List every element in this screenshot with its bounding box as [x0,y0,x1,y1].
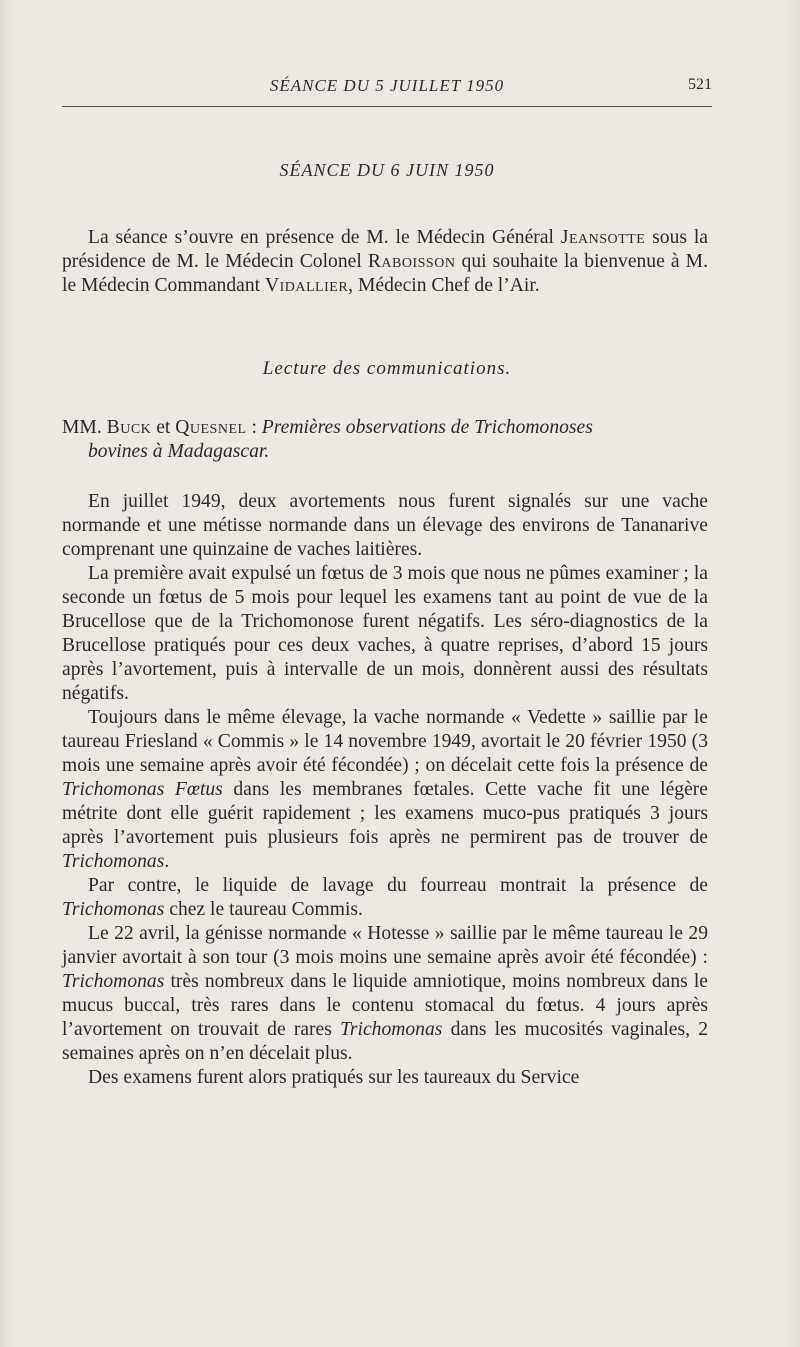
opening-text-4: , Médecin Chef de l’Air. [348,275,540,296]
communication-title-line-1: Premières observations de Trichomonoses [261,417,593,438]
session-title: SÉANCE DU 6 JUIN 1950 [279,160,495,180]
p3-text-a: Toujours dans le même élevage, la vache normande « Vedette » saillie par le taureau Friesland « Commis » le 14 novembre 1949, avortait le 20 février 1950 (3 mois une semaine après avoir été fécondée) ; on décelait cette fois la présence de [62,707,708,776]
paragraph-5 [62,922,708,1066]
opening-text-3: qui souhaite la bienvenue à M. le Médecin Commandant [62,251,708,296]
paragraph-2: La première avait expulsé un fœtus de 3 mois que nous ne pûmes examiner ; la seconde un fœtus de 5 mois pour lequel les examens tant au point de vue de la Brucellose que de la Trichomonose furent négatifs. Les séro-diagnostics de la Brucellose pratiqués pour ces deux vaches, à quatre reprises, d’abord 15 jours après l’avortement, puis à intervalle de un mois, donnèrent aussi des résultats négatifs. [62,563,708,704]
p4-italic-1: Trichomonas [62,899,165,920]
p3-text-b: dans les membranes fœtales. Cette vache fit une légère métrite dont elle guérit rapidement ; les examens muco-pus pratiqués 3 jours après l’avortement puis plusieurs fois après ne permirent pas de trouver de [62,779,708,848]
communication-title-line-2: bovines à Madagascar. [88,441,270,462]
p4-text-a: Par contre, le liquide de lavage du fourreau montrait la présence de [88,875,708,896]
p5-italic-1: Trichomonas [62,971,165,992]
authors-conj: et [151,417,176,438]
opening-paragraph [62,226,708,298]
title-separator: : [246,417,262,438]
name-jeansotte: Jeansotte [560,227,646,248]
p3-text-c: . [164,851,170,872]
author-buck: Buck [106,417,152,438]
authors-prefix: MM. [62,417,107,438]
running-title: SÉANCE DU 5 JUILLET 1950 [269,76,505,95]
paragraph-3 [62,706,708,874]
p5-text-c: dans les mucosités vaginales, 2 semaines après on n’en décelait plus. [62,1019,708,1064]
author-quesnel: Quesnel [175,417,247,438]
paragraph-6: Des examens furent alors pratiqués sur les taureaux du Service [88,1067,580,1088]
opening-text-2: sous la présidence de M. le Médecin Colonel [62,227,708,272]
paragraph-4 [62,874,708,922]
header-rule [62,106,712,107]
running-head [62,76,712,100]
paragraph-1: En juillet 1949, deux avortements nous furent signalés sur une vache normande et une métisse normande dans un élevage des environs de Tananarive comprenant une quinzaine de vaches laitières. [62,491,708,560]
article-body [62,490,708,1090]
p4-text-b: chez le taureau Commis. [164,899,363,920]
name-raboisson: Raboisson [367,251,456,272]
page-number: 521 [688,76,712,93]
opening-text-1: La séance s’ouvre en présence de M. le Médecin Général [88,227,561,248]
p3-italic-1: Trichomonas Fœtus [62,779,223,800]
p3-italic-2: Trichomonas [62,851,165,872]
name-vidallier: Vidallier [264,275,349,296]
p5-italic-2: Trichomonas [340,1019,443,1040]
section-heading: Lecture des communications. [262,358,512,379]
p5-text-b: très nombreux dans le liquide amniotique, moins nombreux dans le mucus buccal, très rares dans le contenu stomacal du fœtus. 4 jours après l’avortement on trouvait de rares [62,971,708,1040]
communication-title [62,416,708,464]
p5-text-a: Le 22 avril, la génisse normande « Hotesse » saillie par le même taureau le 29 janvier avortait à son tour (3 mois moins une semaine après avoir été fécondée) : [62,923,708,968]
